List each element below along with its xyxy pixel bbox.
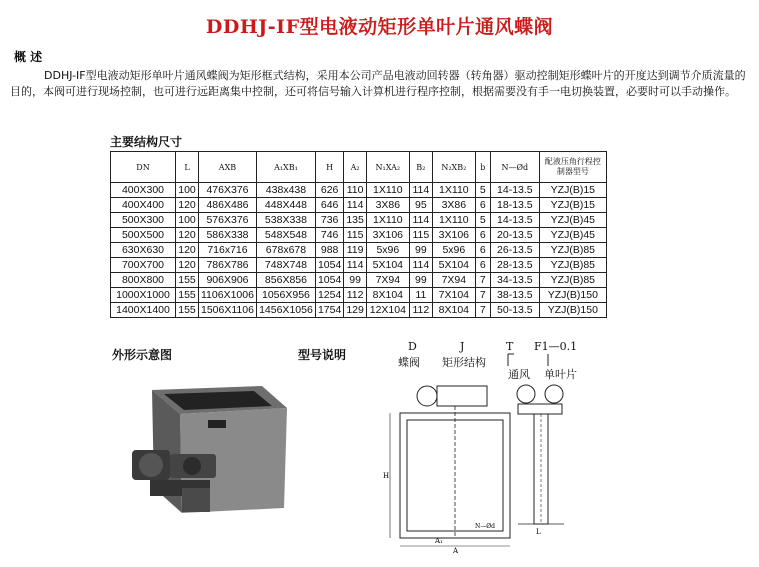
table-cell: 1400X1400 — [111, 303, 176, 318]
table-cell: 5x96 — [366, 243, 409, 258]
table-cell: 476X376 — [199, 183, 257, 198]
table-cell: 1X110 — [432, 213, 475, 228]
table-cell: 6 — [475, 258, 490, 273]
dim-label-h: H — [383, 472, 390, 480]
model-explanation-label: 型号说明 — [298, 348, 347, 362]
table-cell: 856X856 — [256, 273, 315, 288]
table-cell: 748X748 — [256, 258, 315, 273]
header-cell: N₂XB₂ — [432, 152, 475, 183]
table-cell: 3X106 — [366, 228, 409, 243]
table-cell: 135 — [344, 213, 367, 228]
table-cell: 18-13.5 — [490, 198, 539, 213]
table-cell: 448X448 — [256, 198, 315, 213]
table-cell: 700X700 — [111, 258, 176, 273]
table-cell: 6 — [475, 243, 490, 258]
table-cell: 50-13.5 — [490, 303, 539, 318]
table-cell: 1X110 — [366, 183, 409, 198]
dim-label-a1: A₁ — [435, 537, 443, 545]
table-cell: 119 — [344, 243, 367, 258]
table-row — [111, 183, 607, 198]
table-row — [111, 213, 607, 228]
table-cell: 548X548 — [256, 228, 315, 243]
table-cell: 114 — [344, 198, 367, 213]
table-cell: 3X106 — [432, 228, 475, 243]
table-cell: 1X110 — [366, 213, 409, 228]
table-title: 主要结构尺寸 — [110, 135, 183, 149]
table-cell: 5 — [475, 213, 490, 228]
table-cell: 120 — [176, 243, 199, 258]
table-cell: 678x678 — [256, 243, 315, 258]
table-cell: 6 — [475, 198, 490, 213]
model-code-d: D — [408, 340, 417, 353]
table-cell: 400X400 — [111, 198, 176, 213]
table-cell: YZJ(B)150 — [539, 288, 606, 303]
table-cell: 1106X1006 — [199, 288, 257, 303]
table-cell: 120 — [176, 228, 199, 243]
table-cell: 906X906 — [199, 273, 257, 288]
header-cell: DN — [111, 152, 176, 183]
table-cell: 5X104 — [432, 258, 475, 273]
table-cell: 7 — [475, 273, 490, 288]
table-row — [111, 303, 607, 318]
table-cell: 114 — [344, 258, 367, 273]
table-cell: YZJ(B)45 — [539, 213, 606, 228]
model-meaning-j: 矩形结构 — [442, 356, 486, 369]
table-cell: 100 — [176, 213, 199, 228]
table-cell: 26-13.5 — [490, 243, 539, 258]
page-title: DDHJ-IF型电液动矩形单叶片通风蝶阀 — [205, 16, 554, 38]
header-cell: N—Ød — [490, 152, 539, 183]
shape-diagram-label: 外形示意图 — [112, 348, 173, 362]
table-cell: 99 — [344, 273, 367, 288]
model-meaning-f: 单叶片 — [544, 368, 577, 381]
table-cell: YZJ(B)45 — [539, 228, 606, 243]
header-cell: H — [315, 152, 343, 183]
table-cell: 14-13.5 — [490, 183, 539, 198]
table-row — [111, 258, 607, 273]
table-cell: 14-13.5 — [490, 213, 539, 228]
table-cell: 646 — [315, 198, 343, 213]
table-cell: 7X94 — [366, 273, 409, 288]
table-cell: 34-13.5 — [490, 273, 539, 288]
table-cell: 99 — [409, 273, 432, 288]
table-cell: YZJ(B)15 — [539, 198, 606, 213]
table-cell: 100 — [176, 183, 199, 198]
header-cell: B₂ — [409, 152, 432, 183]
table-cell: YZJ(B)150 — [539, 303, 606, 318]
valve-photo — [112, 368, 302, 518]
table-cell: 99 — [409, 243, 432, 258]
side-view-drawing — [498, 378, 588, 536]
model-meaning-t: 通风 — [508, 368, 530, 381]
table-cell: 115 — [409, 228, 432, 243]
model-code-j: J — [460, 340, 465, 353]
dim-label-a: A — [453, 547, 459, 555]
table-cell: 20-13.5 — [490, 228, 539, 243]
table-cell: 800X800 — [111, 273, 176, 288]
table-cell: 1506X1106 — [199, 303, 257, 318]
table-cell: 12X104 — [366, 303, 409, 318]
table-cell: 95 — [409, 198, 432, 213]
table-cell: 626 — [315, 183, 343, 198]
table-cell: 120 — [176, 198, 199, 213]
table-cell: 7X104 — [432, 288, 475, 303]
table-cell: 112 — [344, 288, 367, 303]
overview-text: DDHJ-IF型电液动矩形单叶片通风蝶阀为矩形框式结构，采用本公司产品电液动回转器（转角器）驱动控制矩形蝶叶片的开度达到调节介质流量的目的，本阀可进行现场控制，也可进行远距离集中控制，还可将信号输入计算机进行程序控制，根据需要没有手一电切换装置，必要时可以手动操作。 — [10, 69, 746, 98]
table-cell: 586X338 — [199, 228, 257, 243]
overview-heading: 概 述 — [14, 50, 43, 64]
table-row — [111, 198, 607, 213]
table-cell: 7 — [475, 303, 490, 318]
table-cell: 155 — [176, 303, 199, 318]
header-cell: 配液压角行程控制器型号 — [539, 152, 606, 183]
table-row — [111, 243, 607, 258]
model-code-f: F1—0.1 — [534, 340, 578, 353]
table-cell: 1054 — [315, 273, 343, 288]
table-cell: 630X630 — [111, 243, 176, 258]
table-cell: 5x96 — [432, 243, 475, 258]
table-cell: 1000X1000 — [111, 288, 176, 303]
table-cell: 114 — [409, 183, 432, 198]
header-cell: N₁XA₂ — [366, 152, 409, 183]
table-cell: 5 — [475, 183, 490, 198]
table-cell: 988 — [315, 243, 343, 258]
table-cell: 8X104 — [432, 303, 475, 318]
table-cell: 736 — [315, 213, 343, 228]
table-cell: 6 — [475, 228, 490, 243]
table-row — [111, 288, 607, 303]
table-cell: 110 — [344, 183, 367, 198]
table-cell: 1754 — [315, 303, 343, 318]
model-meaning-d: 蝶阀 — [398, 356, 420, 369]
table-cell: 400X300 — [111, 183, 176, 198]
table-cell: 11 — [409, 288, 432, 303]
table-cell: 1X110 — [432, 183, 475, 198]
table-cell: YZJ(B)85 — [539, 243, 606, 258]
header-cell: A₁XB₁ — [256, 152, 315, 183]
dimension-table — [110, 151, 607, 318]
table-cell: 7 — [475, 288, 490, 303]
table-cell: 716x716 — [199, 243, 257, 258]
table-cell: 114 — [409, 258, 432, 273]
table-cell: 3X86 — [432, 198, 475, 213]
table-cell: 500X300 — [111, 213, 176, 228]
header-cell: b — [475, 152, 490, 183]
table-cell: YZJ(B)85 — [539, 258, 606, 273]
header-cell: L — [176, 152, 199, 183]
table-cell: 120 — [176, 258, 199, 273]
table-cell: 538X338 — [256, 213, 315, 228]
table-cell: 576X376 — [199, 213, 257, 228]
table-row — [111, 273, 607, 288]
table-cell: 115 — [344, 228, 367, 243]
table-cell: 129 — [344, 303, 367, 318]
table-cell: 1254 — [315, 288, 343, 303]
table-cell: 438x438 — [256, 183, 315, 198]
model-code-t: T — [506, 340, 514, 353]
table-cell: 5X104 — [366, 258, 409, 273]
table-cell: 786X786 — [199, 258, 257, 273]
header-cell: AXB — [199, 152, 257, 183]
table-cell: 28-13.5 — [490, 258, 539, 273]
header-cell: A₂ — [344, 152, 367, 183]
table-cell: 500X500 — [111, 228, 176, 243]
table-header-row — [111, 152, 607, 183]
table-cell: 155 — [176, 288, 199, 303]
table-cell: 1456X1056 — [256, 303, 315, 318]
table-cell: YZJ(B)85 — [539, 273, 606, 288]
table-cell: 1054 — [315, 258, 343, 273]
table-cell: 155 — [176, 273, 199, 288]
table-cell: YZJ(B)15 — [539, 183, 606, 198]
table-cell: 486X486 — [199, 198, 257, 213]
table-cell: 1056X956 — [256, 288, 315, 303]
table-cell: 38-13.5 — [490, 288, 539, 303]
table-cell: 114 — [409, 213, 432, 228]
dim-label-nd: N—Ød — [475, 523, 496, 530]
table-cell: 112 — [409, 303, 432, 318]
table-cell: 8X104 — [366, 288, 409, 303]
table-cell: 3X86 — [366, 198, 409, 213]
table-row — [111, 228, 607, 243]
dim-label-l: L — [536, 528, 541, 536]
table-cell: 746 — [315, 228, 343, 243]
table-cell: 7X94 — [432, 273, 475, 288]
